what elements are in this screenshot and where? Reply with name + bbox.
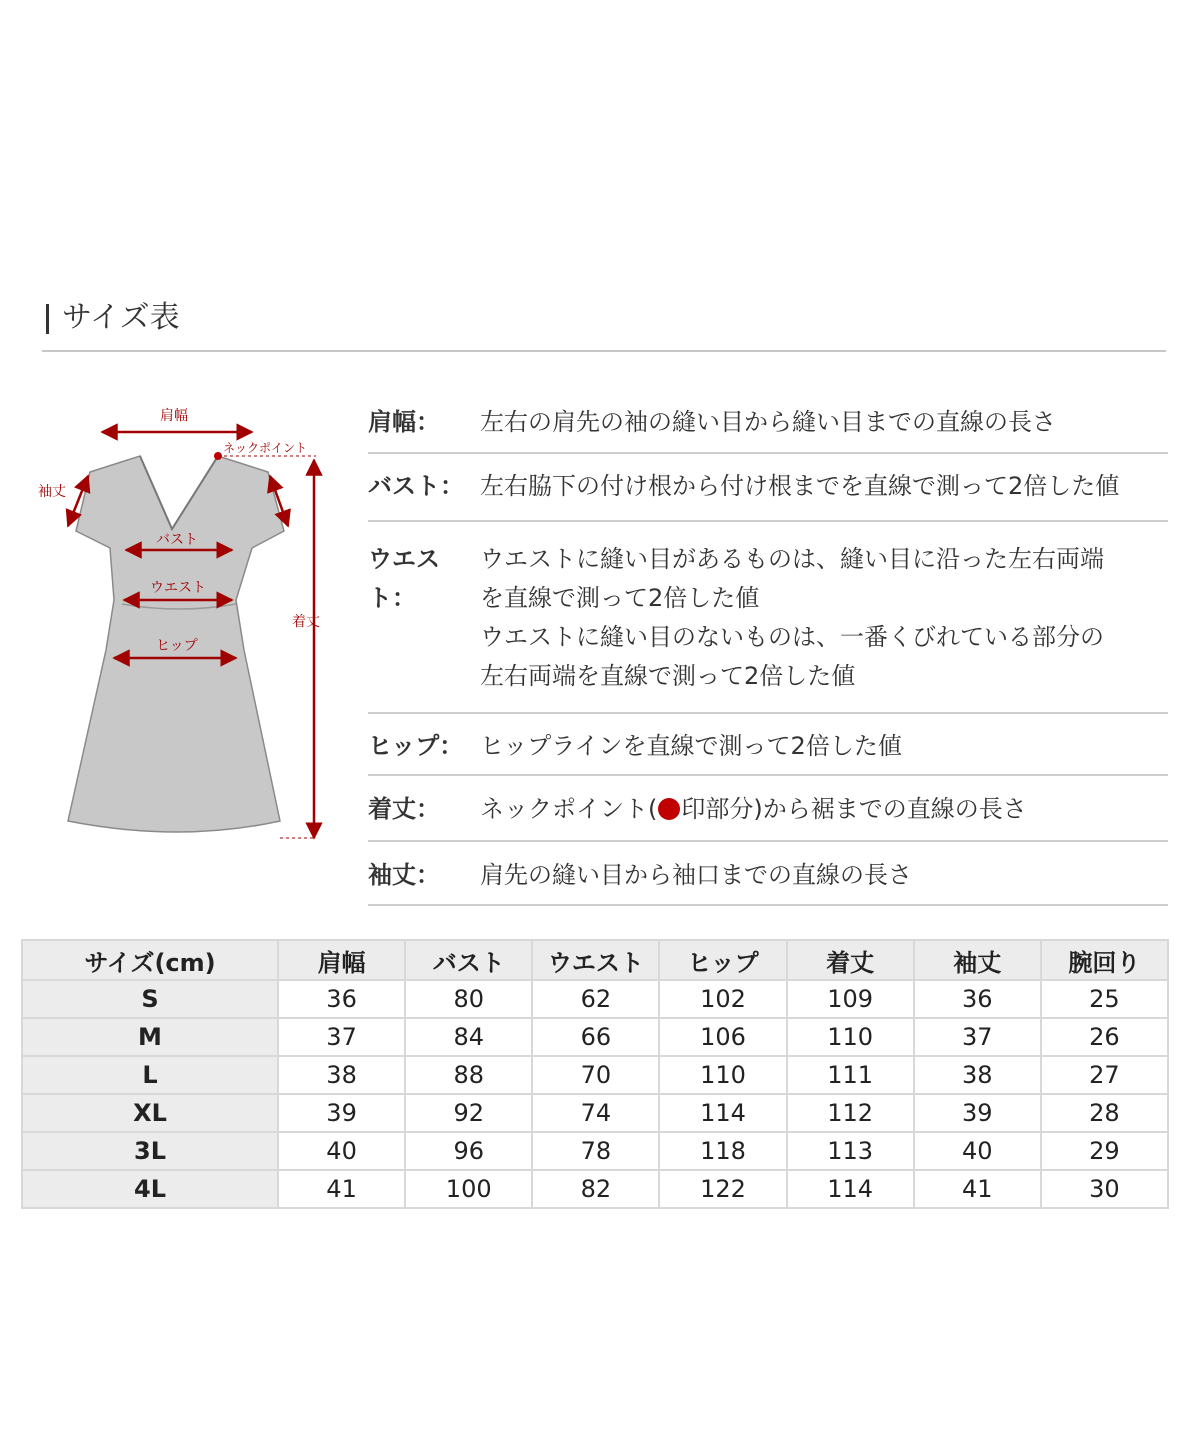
- definition-hip: [368, 714, 1168, 776]
- table-row: [22, 1056, 1168, 1094]
- definition-text: ウエストに縫い目のないものは、一番くびれている部分の: [480, 623, 1104, 651]
- table-cell: 38: [914, 1056, 1041, 1094]
- table-cell: 29: [1041, 1132, 1168, 1170]
- table-cell: 28: [1041, 1094, 1168, 1132]
- table-cell: 114: [787, 1170, 914, 1208]
- table-cell: 62: [532, 980, 659, 1018]
- definition-term: ヒップ：: [368, 732, 464, 760]
- column-header: 腕回り: [1041, 940, 1168, 980]
- size-cell: 3L: [22, 1132, 278, 1170]
- definition-text-post: 印部分)から裾までの直線の長さ: [681, 795, 1027, 823]
- table-cell: 37: [278, 1018, 405, 1056]
- table-cell: 37: [914, 1018, 1041, 1056]
- definition-text: ウエストに縫い目があるものは、縫い目に沿った左右両端: [480, 545, 1104, 573]
- table-cell: 36: [278, 980, 405, 1018]
- title-accent-bar: [46, 304, 49, 334]
- table-cell: 66: [532, 1018, 659, 1056]
- shoulder-label: 肩幅: [160, 408, 188, 424]
- definition-text: 左右脇下の付け根から付け根までを直線で測って2倍した値: [480, 472, 1120, 500]
- table-header-row: [22, 940, 1168, 980]
- table-cell: 41: [914, 1170, 1041, 1208]
- bust-label: バスト: [156, 532, 198, 548]
- table-cell: 74: [532, 1094, 659, 1132]
- table-cell: 36: [914, 980, 1041, 1018]
- table-cell: 38: [278, 1056, 405, 1094]
- table-cell: 39: [278, 1094, 405, 1132]
- definition-term: 肩幅：: [368, 408, 440, 436]
- table-cell: 118: [659, 1132, 786, 1170]
- definition-text: を直線で測って2倍した値: [480, 584, 760, 612]
- table-cell: 102: [659, 980, 786, 1018]
- table-cell: 111: [787, 1056, 914, 1094]
- table-cell: 114: [659, 1094, 786, 1132]
- table-cell: 30: [1041, 1170, 1168, 1208]
- table-cell: 88: [405, 1056, 532, 1094]
- definition-text: ヒップラインを直線で測って2倍した値: [480, 732, 902, 760]
- table-row: [22, 1018, 1168, 1056]
- table-cell: 106: [659, 1018, 786, 1056]
- table-cell: 82: [532, 1170, 659, 1208]
- definition-text: 左右の肩先の袖の縫い目から縫い目までの直線の長さ: [480, 408, 1056, 436]
- table-cell: 25: [1041, 980, 1168, 1018]
- column-header: 肩幅: [278, 940, 405, 980]
- table-cell: 110: [787, 1018, 914, 1056]
- table-cell: 70: [532, 1056, 659, 1094]
- definition-term: 着丈：: [368, 795, 440, 823]
- table-cell: 26: [1041, 1018, 1168, 1056]
- table-cell: 41: [278, 1170, 405, 1208]
- definition-term: バスト：: [368, 472, 464, 500]
- table-row: [22, 1094, 1168, 1132]
- column-header: 着丈: [787, 940, 914, 980]
- table-row: [22, 1170, 1168, 1208]
- column-header: バスト: [405, 940, 532, 980]
- definition-term: 袖丈：: [368, 861, 440, 889]
- size-cell: M: [22, 1018, 278, 1056]
- table-cell: 84: [405, 1018, 532, 1056]
- waist-label: ウエスト: [150, 580, 206, 596]
- table-cell: 40: [278, 1132, 405, 1170]
- size-cell: L: [22, 1056, 278, 1094]
- hip-label: ヒップ: [156, 638, 198, 654]
- table-cell: 122: [659, 1170, 786, 1208]
- definition-bust: [368, 454, 1168, 522]
- size-cell: 4L: [22, 1170, 278, 1208]
- table-row: [22, 1132, 1168, 1170]
- definition-length: [368, 776, 1168, 842]
- length-label: 着丈: [292, 614, 320, 630]
- definition-shoulder: [368, 392, 1168, 454]
- size-table: [21, 939, 1169, 1209]
- section-header: [42, 298, 1166, 352]
- table-cell: 40: [914, 1132, 1041, 1170]
- table-cell: 39: [914, 1094, 1041, 1132]
- column-header: ウエスト: [532, 940, 659, 980]
- neck-point-label: ネックポイント: [223, 441, 308, 455]
- table-cell: 78: [532, 1132, 659, 1170]
- column-header: ヒップ: [659, 940, 786, 980]
- table-cell: 113: [787, 1132, 914, 1170]
- table-cell: 109: [787, 980, 914, 1018]
- table-cell: 100: [405, 1170, 532, 1208]
- dress-measurement-diagram: [30, 398, 350, 858]
- neck-point-dot-icon: [658, 798, 680, 820]
- definition-waist: [368, 522, 1168, 714]
- column-header: 袖丈: [914, 940, 1041, 980]
- measurement-definitions: [368, 392, 1168, 906]
- size-cell: XL: [22, 1094, 278, 1132]
- table-cell: 27: [1041, 1056, 1168, 1094]
- column-header: サイズ(cm): [22, 940, 278, 980]
- page-title: サイズ表: [62, 300, 180, 335]
- definition-text: 左右両端を直線で測って2倍した値: [480, 662, 856, 690]
- definition-text: 肩先の縫い目から袖口までの直線の長さ: [480, 861, 912, 889]
- table-row: [22, 980, 1168, 1018]
- size-cell: S: [22, 980, 278, 1018]
- definition-text-pre: ネックポイント(: [480, 795, 658, 823]
- table-cell: 80: [405, 980, 532, 1018]
- sleeve-label: 袖丈: [38, 484, 66, 500]
- table-cell: 110: [659, 1056, 786, 1094]
- definition-term: ウエスト：: [368, 545, 440, 612]
- definition-sleeve: [368, 842, 1168, 906]
- table-cell: 112: [787, 1094, 914, 1132]
- table-cell: 96: [405, 1132, 532, 1170]
- table-cell: 92: [405, 1094, 532, 1132]
